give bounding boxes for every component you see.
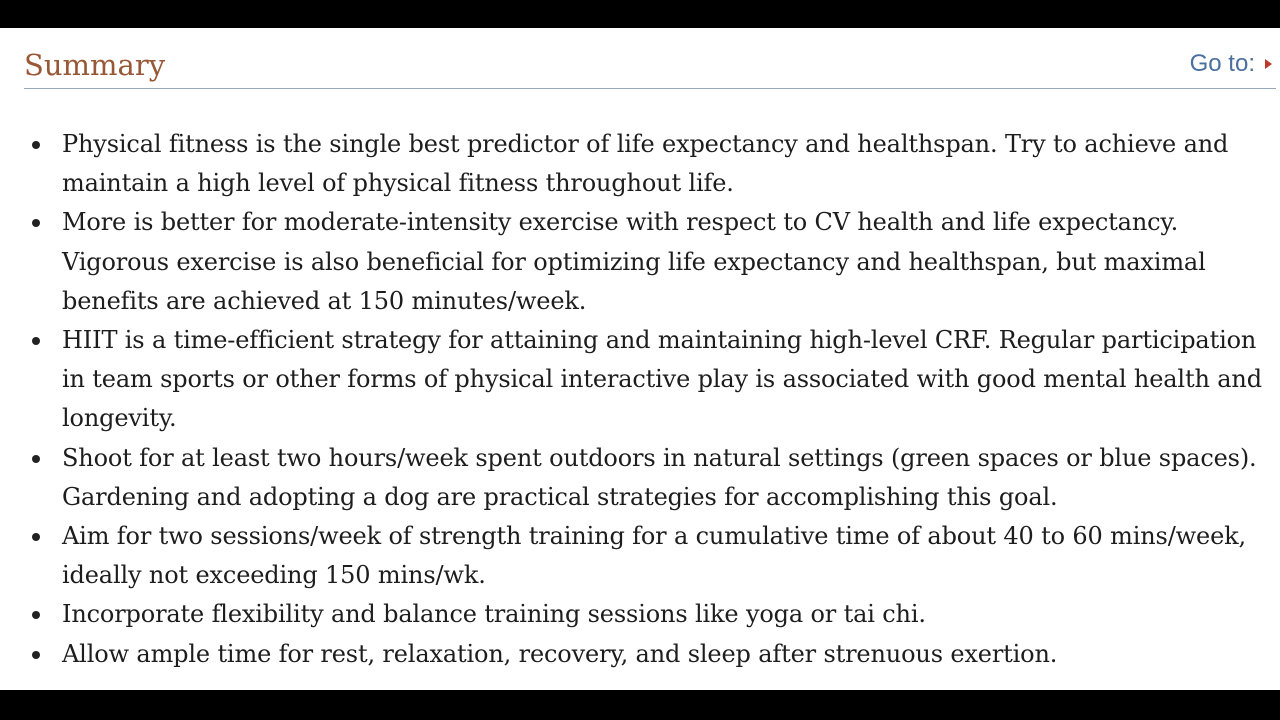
list-item-text: Aim for two sessions/week of strength training for a cumulative time of about 40 to 60 mins/week, ideally not exceeding 150 mins/wk. — [62, 522, 1247, 590]
list-item-text: HIIT is a time-efficient strategy for attaining and maintaining high-level CRF. Regular participation in team sports or other forms of physical interactive play is associated with good mental health and longevity. — [62, 326, 1262, 433]
list-item-text: Allow ample time for rest, relaxation, recovery, and sleep after strenuous exertion. — [62, 639, 1058, 668]
section-title: Summary — [24, 48, 166, 82]
bullet-icon — [32, 651, 40, 659]
triangle-right-icon[interactable] — [1265, 59, 1272, 69]
summary-list — [27, 125, 1267, 674]
list-item-text: Physical fitness is the single best predictor of life expectancy and healthspan. Try to achieve and maintain a high level of physical fitness throughout life. — [62, 130, 1229, 198]
list-item — [27, 635, 1267, 674]
list-item-text: More is better for moderate-intensity exercise with respect to CV health and life expectancy. Vigorous exercise is also beneficial for optimizing life expectancy and healthspan, but maximal benefits are achieved at 150 minutes/week. — [62, 208, 1206, 315]
section-header — [24, 46, 1276, 89]
bullet-icon — [32, 219, 40, 227]
article-content-frame — [0, 28, 1280, 690]
list-item — [27, 203, 1267, 321]
bullet-icon — [32, 141, 40, 149]
bullet-icon — [32, 611, 40, 619]
list-item — [27, 321, 1267, 439]
bullet-icon — [32, 455, 40, 463]
bullet-icon — [32, 337, 40, 345]
list-item — [27, 439, 1267, 517]
list-item-text: Shoot for at least two hours/week spent outdoors in natural settings (green spaces or blue spaces). Gardening and adopting a dog are practical strategies for accomplishing this goal. — [62, 443, 1257, 511]
goto-menu-button[interactable] — [1190, 50, 1272, 78]
goto-label[interactable]: Go to: — [1189, 50, 1255, 77]
bullet-icon — [32, 533, 40, 541]
list-item — [27, 517, 1267, 595]
list-item — [27, 595, 1267, 634]
list-item — [27, 125, 1267, 203]
list-item-text: Incorporate flexibility and balance training sessions like yoga or tai chi. — [62, 600, 926, 629]
